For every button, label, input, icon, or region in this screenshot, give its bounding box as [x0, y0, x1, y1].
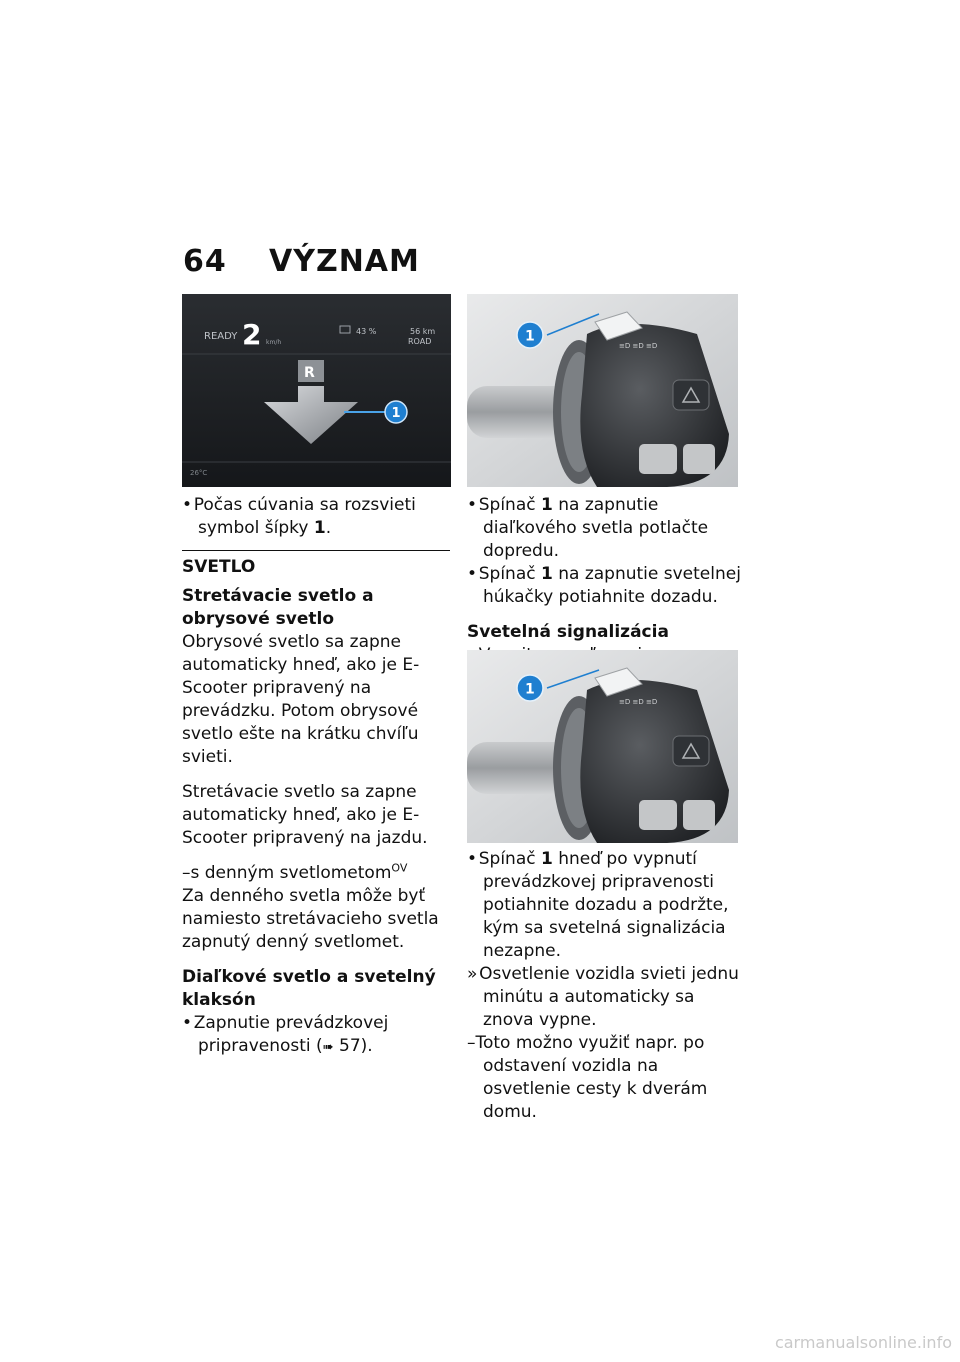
right-column-bottom	[467, 848, 742, 1124]
handlebar-figure-1	[467, 294, 738, 487]
ready-label: READY	[204, 331, 238, 342]
bullet-high-beam: • Spínač 1 na zapnutie diaľkového svetla potlačte dopredu.	[467, 495, 709, 561]
page-header	[183, 244, 420, 279]
result-one-minute: » Osvetlenie vozidla svieti jednu minútu a automaticky sa znova vypne.	[467, 964, 739, 1030]
left-column	[182, 494, 452, 540]
section-heading-svetlo: SVETLO	[182, 557, 256, 577]
speed-value: 2	[242, 318, 262, 351]
watermark: carmanualsonline.info	[774, 1333, 952, 1352]
speed-unit: km/h	[266, 339, 282, 346]
callout-number: 1	[391, 406, 401, 421]
section-title: VÝZNAM	[269, 244, 420, 279]
section-divider	[182, 550, 450, 551]
heading-signal: Svetelná signalizácia	[467, 622, 669, 642]
callout-number: 1	[525, 328, 535, 345]
note-use-case: –Toto možno využiť napr. po odstavení vozidla na osvetlenie cesty k dverám domu.	[467, 1033, 708, 1122]
heading-high-beam: Diaľkové svetlo a svetelný klaksón	[182, 967, 436, 1010]
svg-text:≡D ≡D ≡D: ≡D ≡D ≡D	[619, 698, 658, 706]
handlebar-illustration-2	[467, 650, 738, 843]
temperature: 26°C	[190, 469, 208, 477]
range-value: 56 km	[410, 327, 436, 336]
bullet-flasher: • Spínač 1 na zapnutie svetelnej húkačky potiahnite dozadu.	[467, 564, 741, 607]
handlebar-figure-2	[467, 650, 738, 843]
dashboard-illustration	[182, 294, 451, 487]
bullet-hold-switch: • Spínač 1 hneď po vypnutí prevádzkovej pripravenosti potiahnite dozadu a podržte, kým sa svetelná signalizácia nezapne.	[467, 849, 729, 961]
battery-value: 43 %	[356, 327, 377, 336]
page-ref-arrow-icon: ➠	[322, 1040, 334, 1055]
gear-indicator: R	[304, 365, 315, 381]
para-parking-light: Obrysové svetlo sa zapne automaticky hneď, ako je E-Scooter pripravený na prevádzku. Potom obrysové svetlo ešte na krátku chvíľu svieti.	[182, 632, 420, 767]
page-number: 64	[183, 244, 227, 279]
drl-option: –s denným svetlometom$^{OV}$	[182, 861, 408, 883]
para-drl: Za denného svetla môže byť namiesto stretávacieho svetla zapnutý denný svetlomet.	[182, 886, 439, 952]
right-column-top	[467, 494, 742, 667]
para-low-beam: Stretávacie svetlo sa zapne automaticky hneď, ako je E-Scooter pripravený na jazdu.	[182, 782, 428, 848]
bullet-ready: • Zapnutie prevádzkovej pripravenosti (➠ 57).	[182, 1013, 389, 1056]
bullet-reverse: • Počas cúvania sa rozsvieti symbol šípky 1.	[182, 495, 416, 538]
ride-mode: ROAD	[408, 337, 432, 346]
svg-text:≡D ≡D ≡D: ≡D ≡D ≡D	[619, 342, 658, 350]
left-column-body	[182, 556, 452, 1059]
heading-low-beam: Stretávacie svetlo a obrysové svetlo	[182, 586, 374, 629]
callout-number: 1	[525, 681, 535, 698]
handlebar-illustration-1	[467, 294, 738, 487]
dashboard-figure	[182, 294, 451, 487]
